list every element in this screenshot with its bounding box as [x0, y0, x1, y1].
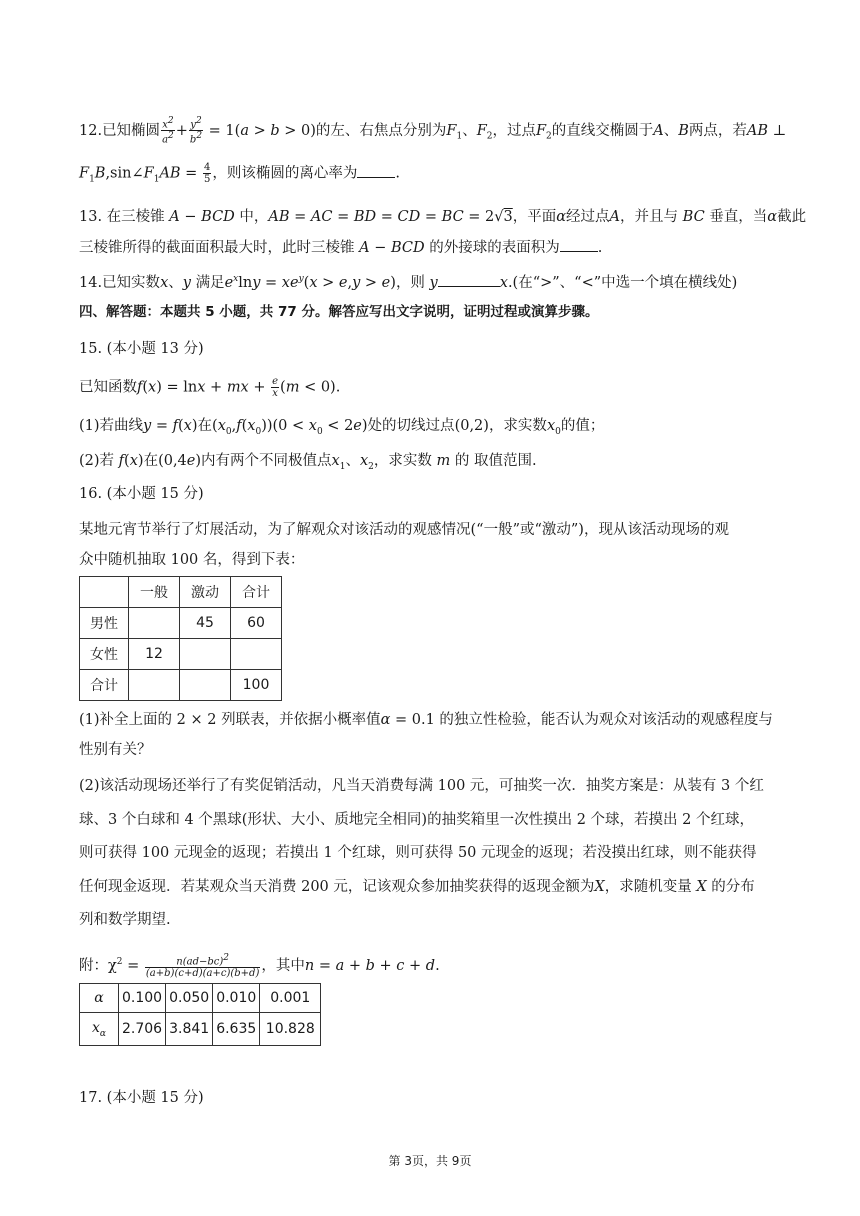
table-cell — [180, 670, 231, 701]
q14-line: 14.已知实数x、y 满足$e^x\ln y = xe^y(x > e,y > e)$，则 y x.(在“>”、“<”中选一个填在横线处) — [79, 269, 737, 293]
table-cell: 10.828 — [260, 1013, 321, 1046]
table-cell: 0.100 — [119, 984, 166, 1013]
q15-text: 在 — [143, 453, 159, 469]
q14-text: 满足 — [195, 274, 225, 291]
table-cell — [180, 639, 231, 670]
sin-fraction: $\frac{4}{5}$ — [203, 162, 211, 185]
q16-text: 任何现金返现．若某观众当天消费 200 元，记该观众参加抽奖获得的返现金额为 — [79, 879, 595, 895]
q16-text: (1)补全上面的 2 × 2 列联表，并依据小概率值 — [79, 712, 381, 728]
table-cell: 激动 — [180, 577, 231, 608]
q15-text: ，求实数 — [373, 453, 432, 469]
table-row — [80, 984, 321, 1013]
q13-text: . — [597, 240, 603, 256]
q16-part1-line1: (1)补全上面的 2 × 2 列联表，并依据小概率值α = 0.1 的独立性检验，能否认为观众对该活动的观感程度与 — [79, 712, 773, 728]
q16-part2-line2: 球、3 个白球和 4 个黑球(形状、大小、质地完全相同)的抽奖箱里一次性摸出 2 个球，若摸出 2 个红球， — [79, 812, 754, 828]
table-cell: 男性 — [80, 608, 129, 639]
q12-line1: 12.已知椭圆 $\frac{x^2}{a^2}$ + $\frac{y^2}{b^2}$ = 1(a > b > 0)的左、右焦点分别为$F_1$、$F_2$，过点$F_2$的直线交椭圆于A、B两点，若AB ⊥ — [79, 116, 787, 146]
q15-text: 在 — [197, 418, 213, 434]
ellipse-y-fraction: $\frac{y^2}{b^2}$ — [189, 116, 203, 146]
q16-intro-line1: 某地元宵节举行了灯展活动，为了解观众对该活动的观感情况(“一般”或“激动”)，现从该活动现场的观 — [79, 522, 729, 538]
q14-text: ，则 — [395, 274, 425, 291]
q16-text: 的独立性检验，能否认为观众对该活动的观感程度与 — [439, 712, 773, 728]
q15-text: 的 取值范围. — [454, 453, 537, 469]
page-footer: 第 3页，共 9页 — [388, 1154, 472, 1168]
chi-square-fraction: $\frac{n(ad-bc)^2}{(a+b)(c+d)(a+c)(b+d)}$ — [145, 952, 260, 979]
q16-part2-line5: 列和数学期望. — [79, 912, 171, 928]
table-cell — [231, 639, 282, 670]
q12-text: 已知椭圆 — [102, 122, 161, 139]
contingency-table — [79, 576, 282, 701]
q16-part1-line2: 性别有关？ — [79, 742, 152, 758]
q15-text: ，求实数 — [488, 418, 547, 434]
q13-text: 的外接球的表面积为 — [429, 240, 560, 256]
q12-text: 则该椭圆的离心率为 — [226, 165, 358, 182]
table-cell: α — [80, 984, 119, 1013]
table-cell: 合计 — [231, 577, 282, 608]
table-row — [80, 639, 282, 670]
q16-text: ，其中 — [261, 957, 305, 974]
q15-text: 内有两个不同极值点 — [201, 453, 332, 469]
table-cell: 45 — [180, 608, 231, 639]
q15-header: 15. (本小题 13 分) — [79, 341, 204, 357]
table-cell: 6.635 — [213, 1013, 260, 1046]
q12-text: . — [395, 165, 400, 182]
q15-text: 的值； — [560, 418, 605, 434]
q12-number: 12. — [79, 122, 103, 139]
q13-text: ，平面 — [512, 209, 557, 225]
table-cell: $x_\alpha$ — [80, 1013, 119, 1046]
q16-text: 的分布 — [711, 879, 755, 895]
q15-text: 已知函数 — [79, 379, 137, 396]
q13-text: 在三棱锥 — [106, 209, 165, 225]
q12-text: 两点，若 — [688, 122, 747, 139]
q13-text: 截此 — [777, 209, 807, 225]
q13-text: 三棱锥所得的截面面积最大时，此时三棱锥 — [79, 240, 355, 256]
table-cell: 2.706 — [119, 1013, 166, 1046]
table-cell: 12 — [129, 639, 180, 670]
q13-text: 垂直，当 — [709, 209, 768, 225]
table-row — [80, 670, 282, 701]
section-heading: 四、解答题：本题共 5 小题，共 77 分。解答应写出文字说明，证明过程或演算步骤。 — [79, 304, 599, 320]
q16-appendix: 附：$\chi^2$ = $\frac{n(ad-bc)^2}{(a+b)(c+d)(a+c)(b+d)}$ ，其中n = a + b + c + d. — [79, 952, 440, 979]
table-cell: 0.050 — [166, 984, 213, 1013]
table-header-row — [80, 577, 282, 608]
q16-intro-line2: 众中随机抽取 100 名，得到下表： — [79, 552, 305, 568]
q14-number: 14. — [79, 274, 103, 291]
q14-text: .(在“>”、“<”中选一个填在横线处) — [507, 274, 738, 291]
table-cell: 3.841 — [166, 1013, 213, 1046]
q14-answer-blank[interactable] — [438, 272, 500, 287]
q12-text: ，过点 — [492, 122, 536, 139]
q12-line2: $F_1B,\sin\angle F_1AB$ = $\frac{4}{5}$ ，则该椭圆的离心率为 . — [79, 162, 400, 185]
table-row — [80, 1013, 321, 1046]
q16-part2-line1: (2)该活动现场还举行了有奖促销活动，凡当天消费每满 100 元，可抽奖一次．抽奖方案是：从装有 3 个红 — [79, 778, 764, 794]
q12-answer-blank[interactable] — [357, 163, 395, 178]
q13-answer-blank[interactable] — [560, 237, 598, 252]
q16-header: 16. (本小题 15 分) — [79, 486, 204, 502]
q12-text: 的直线交椭圆于 — [551, 122, 654, 139]
q13-number: 13. — [79, 209, 103, 225]
q13-text: ，并且与 — [620, 209, 679, 225]
table-cell: 100 — [231, 670, 282, 701]
table-cell: 合计 — [80, 670, 129, 701]
q13-line1: 13. 在三棱锥 A − BCD 中，AB = AC = BD = CD = BC = 2√3，平面α经过点A，并且与 BC 垂直，当α截此 — [79, 209, 807, 225]
table-cell — [129, 670, 180, 701]
q16-part2-line3: 则可获得 100 元现金的返现；若摸出 1 个红球，则可获得 50 元现金的返现；若没摸出红球，则不能获得 — [79, 845, 757, 861]
q15-text: (1)若曲线 — [79, 418, 144, 434]
q15-intro: 已知函数f(x) = lnx + mx + $\frac{e}{x}$ (m < 0). — [79, 376, 341, 399]
q15-part1: (1)若曲线y = f(x)在$(x_0,f(x_0))(0 < x_0 < 2e)$处的切线过点(0,2)，求实数$x_0$的值； — [79, 418, 605, 437]
q13-text: 经过点 — [566, 209, 610, 225]
table-cell: 一般 — [129, 577, 180, 608]
table-row — [80, 608, 282, 639]
table-cell: 0.010 — [213, 984, 260, 1013]
q16-text: 附： — [79, 957, 108, 974]
q17-header: 17. (本小题 15 分) — [79, 1090, 204, 1106]
q13-text: 中， — [239, 209, 269, 225]
table-cell — [80, 577, 129, 608]
q15-part2: (2)若 f(x)在(0,4e)内有两个不同极值点$x_1$、$x_2$，求实数 m 的 取值范围. — [79, 453, 537, 472]
table-cell: 女性 — [80, 639, 129, 670]
q16-part2-line4: 任何现金返现．若某观众当天消费 200 元，记该观众参加抽奖获得的返现金额为X，求随机变量 X 的分布 — [79, 879, 755, 895]
critical-value-table — [79, 983, 321, 1046]
q15-text: (2)若 — [79, 453, 115, 469]
table-cell — [129, 608, 180, 639]
table-cell: 0.001 — [260, 984, 321, 1013]
q16-text: ，求随机变量 — [604, 879, 692, 895]
q15-text: 处的切线过点 — [367, 418, 455, 434]
q13-line2: 三棱锥所得的截面面积最大时，此时三棱锥 A − BCD 的外接球的表面积为 . — [79, 237, 602, 258]
q12-text: 的左、右焦点分别为 — [315, 122, 447, 139]
table-cell: 60 — [231, 608, 282, 639]
ellipse-x-fraction: $\frac{x^2}{a^2}$ — [162, 116, 174, 146]
e-over-x-fraction: $\frac{e}{x}$ — [272, 376, 279, 399]
q14-text: 已知实数 — [102, 274, 161, 291]
